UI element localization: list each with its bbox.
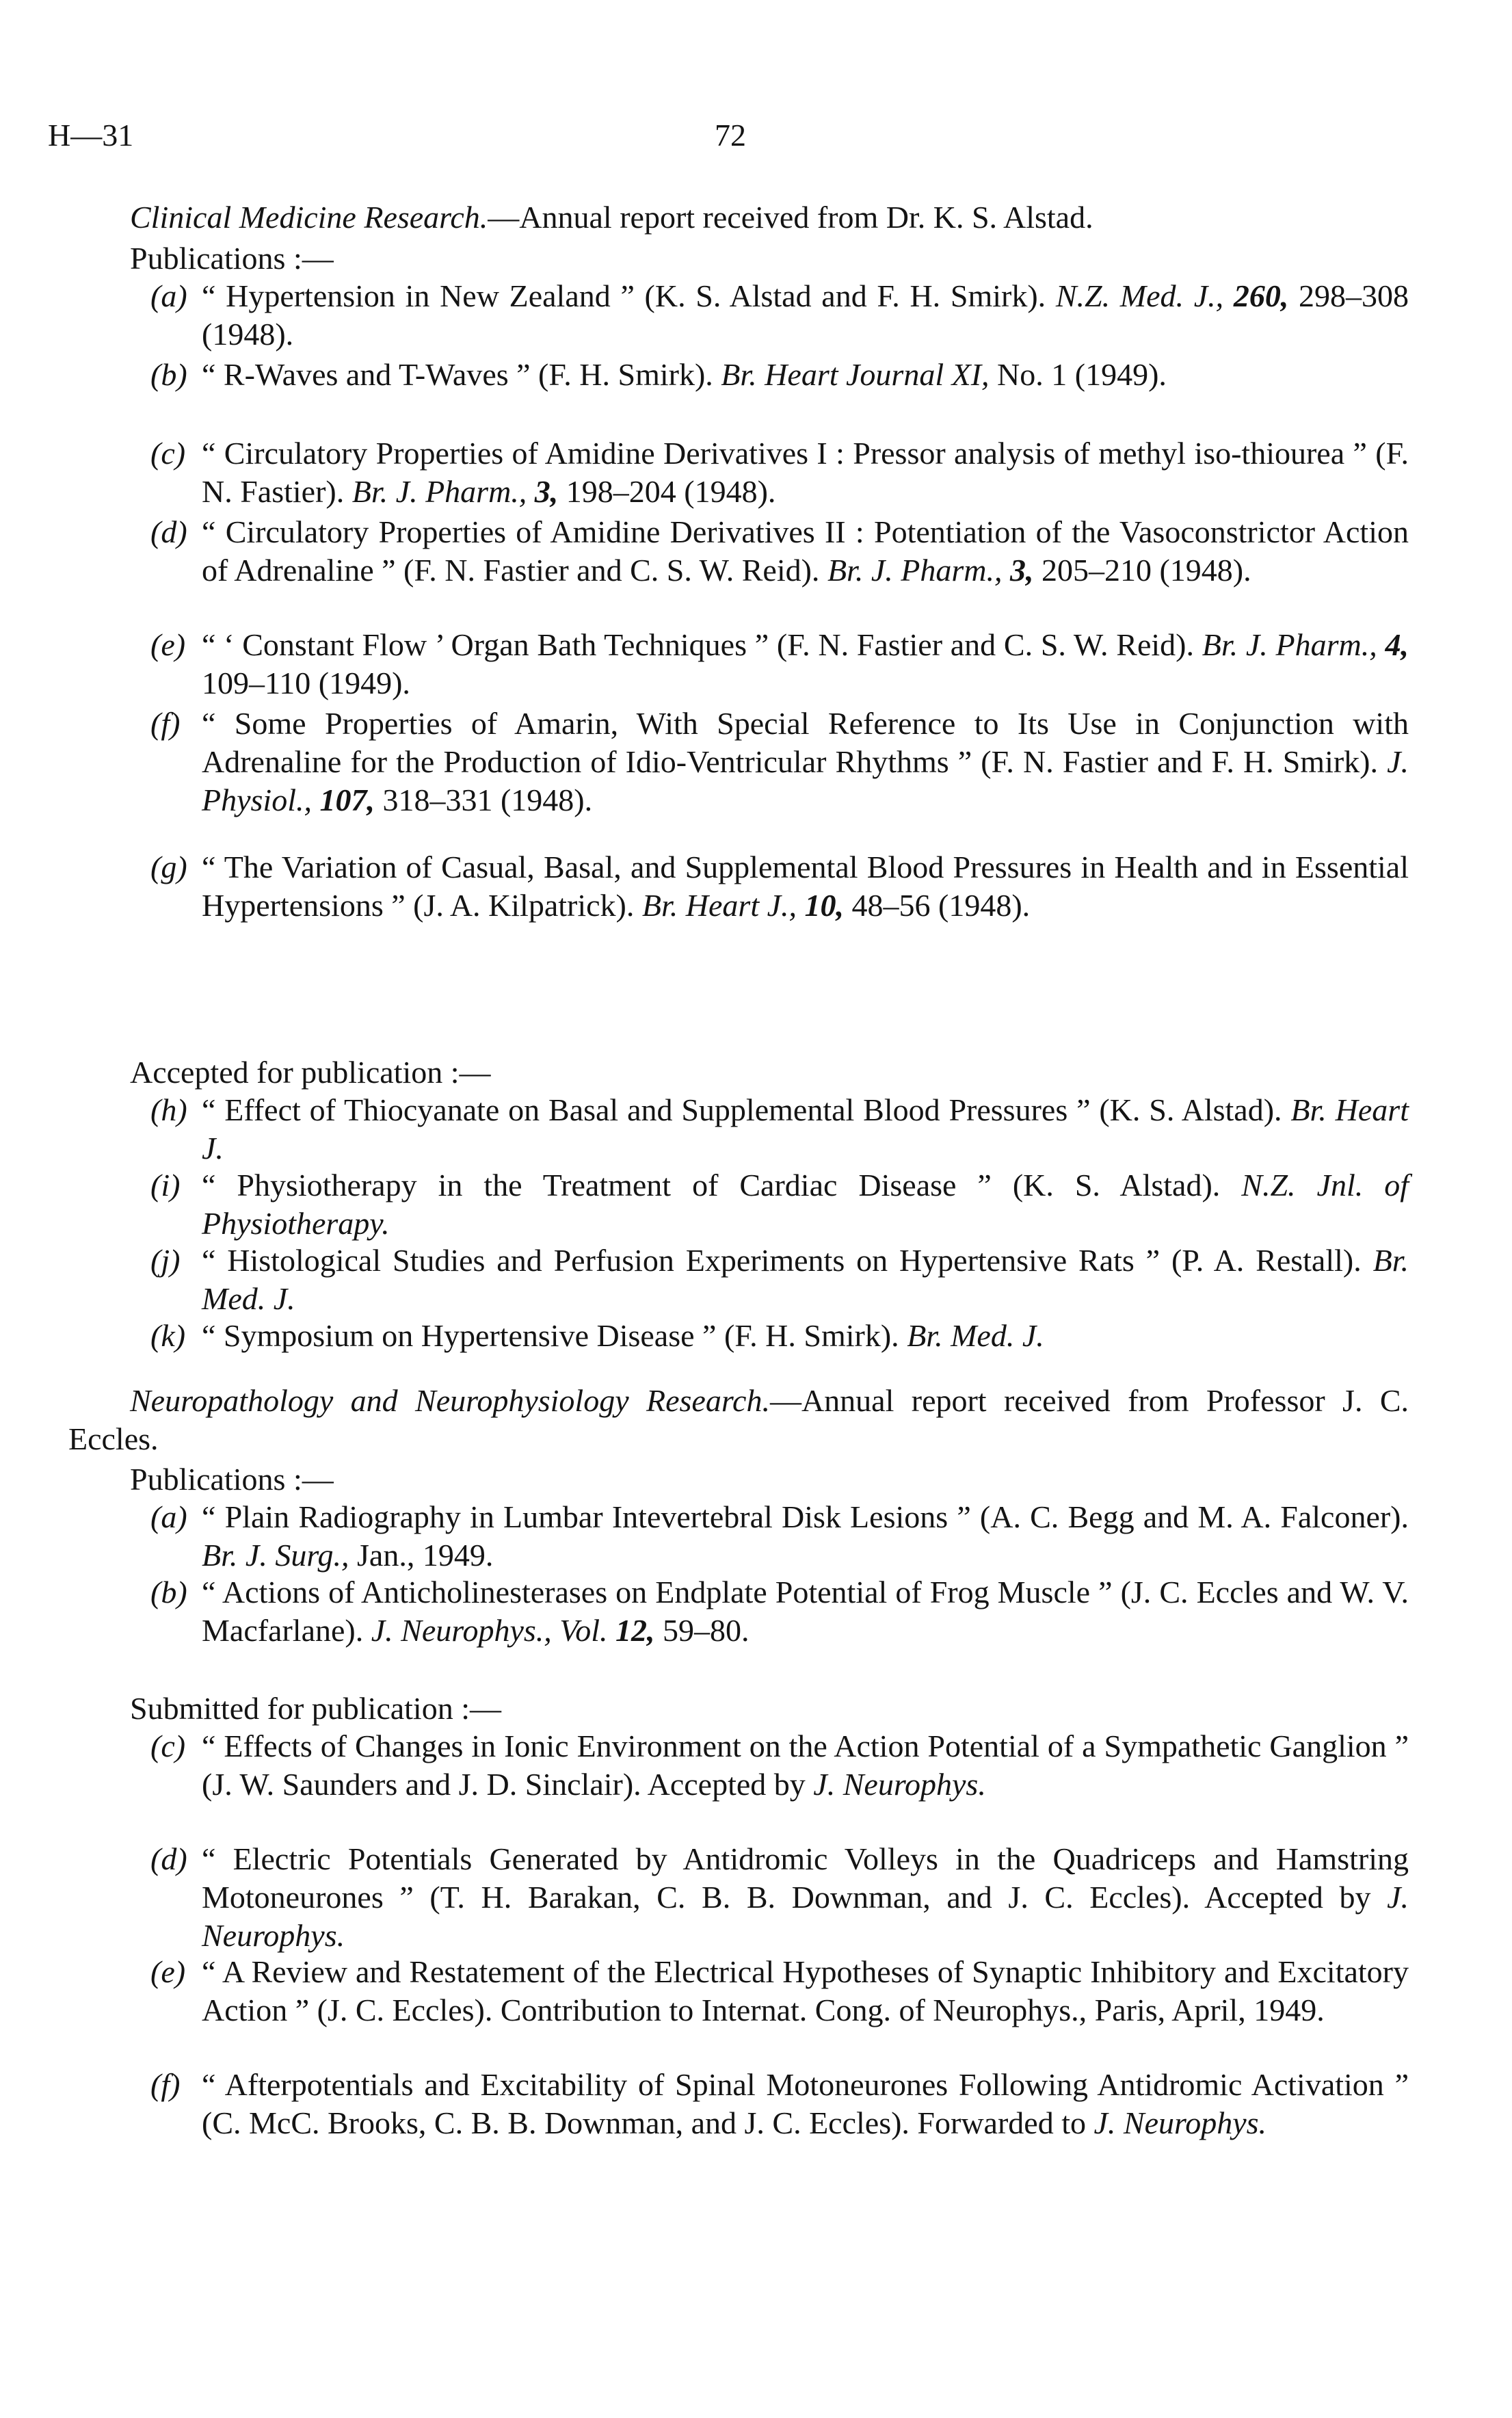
reference-volume: 12,: [615, 1613, 655, 1648]
reference-volume: 10,: [804, 888, 845, 923]
reference-title: “ Physiotherapy in the Treatment of Cardiac Disease ” (K. S. Alstad).: [202, 1168, 1221, 1203]
reference-journal: Br. J. Pharm.,: [1202, 627, 1377, 662]
item-letter: (d): [150, 1841, 187, 1876]
reference-title: “ Some Properties of Amarin, With Special Reference to Its Use in Conjunction with Adrenaline for the Production of Idio-Ventricular Rhythms ” (F. N. Fastier and F. H. Smirk).: [202, 706, 1409, 779]
clinical-accepted-item: [150, 1166, 1409, 1243]
neuro-submitted-item: [150, 1840, 1409, 1955]
reference-pages: No. 1 (1949).: [997, 357, 1167, 392]
reference-pages: 109–110 (1949).: [202, 666, 410, 700]
reference-journal: Br. Heart Journal XI,: [721, 357, 990, 392]
reference-journal: J. Neurophys.: [1093, 2105, 1267, 2140]
reference-journal: Br. Med. J.: [202, 1243, 1409, 1316]
page-number: 72: [715, 118, 746, 153]
item-text: [202, 1317, 1409, 1355]
reference-title: “ Afterpotentials and Excitability of Spinal Motoneurones Following Antidromic Activation ” (C. McC. Brooks, C. B. B. Downman, and J. C. Eccles). Forwarded to: [202, 2067, 1409, 2140]
clinical-publication-item: [150, 626, 1409, 702]
reference-volume: 260,: [1233, 278, 1289, 313]
reference-pages: 198–204 (1948).: [566, 474, 776, 509]
item-letter: (j): [150, 1243, 181, 1278]
neuro-submitted-item: [150, 2066, 1409, 2142]
reference-title: “ R-Waves and T-Waves ” (F. H. Smirk).: [202, 357, 713, 392]
reference-title: “ The Variation of Casual, Basal, and Supplemental Blood Pressures in Health and in Essential Hypertensions ” (J. A. Kilpatrick).: [202, 850, 1409, 923]
reference-pages: Jan., 1949.: [357, 1538, 494, 1573]
reference-journal: J. Neurophys.: [813, 1767, 986, 1802]
reference-pages: 48–56 (1948).: [851, 888, 1031, 923]
item-letter: (b): [150, 1575, 187, 1609]
item-letter: (f): [150, 706, 181, 741]
reference-title: “ Effects of Changes in Ionic Environment on the Action Potential of a Sympathetic Ganglion ” (J. W. Saunders and J. D. Sinclair). Accepted by: [202, 1729, 1409, 1802]
neuro-intro: —Annual report received from Professor J. C. Eccles.: [68, 1383, 1409, 1456]
item-text: [202, 2066, 1409, 2142]
item-text: [202, 513, 1409, 590]
item-text: [202, 705, 1409, 819]
item-text: [202, 1953, 1409, 2029]
neuro-heading-paragraph: [68, 1382, 1409, 1458]
item-text: [202, 1498, 1409, 1575]
item-letter: (h): [150, 1092, 187, 1127]
neuro-publications-label: Publications :—: [130, 1462, 334, 1497]
neuro-publication-item: [150, 1573, 1409, 1650]
neuro-submitted-label: Submitted for publication :—: [130, 1691, 501, 1726]
clinical-section-title: Clinical Medicine Research.: [130, 200, 488, 235]
reference-journal: Br. J. Surg.,: [202, 1538, 349, 1573]
item-text: [202, 356, 1409, 394]
item-letter: (a): [150, 278, 187, 313]
clinical-publication-item: [150, 848, 1409, 925]
reference-journal: Br. Med. J.: [907, 1318, 1044, 1353]
reference-pages: 205–210 (1948).: [1041, 553, 1251, 588]
reference-journal: N.Z. Med. J.,: [1055, 278, 1224, 313]
reference-journal: J. Neurophys., Vol.: [371, 1613, 608, 1648]
reference-title: “ Histological Studies and Perfusion Experiments on Hypertensive Rats ” (P. A. Restall).: [202, 1243, 1362, 1278]
item-letter: (c): [150, 1729, 186, 1763]
item-text: [202, 1840, 1409, 1955]
neuro-submitted-item: [150, 1953, 1409, 2029]
reference-volume: 4,: [1385, 627, 1409, 662]
clinical-publication-item: [150, 434, 1409, 511]
reference-title: “ Circulatory Properties of Amidine Derivatives II : Potentiation of the Vasoconstrictor Action of Adrenaline ” (F. N. Fastier and C. S. W. Reid).: [202, 514, 1409, 588]
item-letter: (e): [150, 627, 186, 662]
reference-pages: 298–308 (1948).: [202, 278, 1409, 352]
reference-pages: 59–80.: [663, 1613, 750, 1648]
clinical-publication-item: [150, 277, 1409, 354]
item-text: [202, 1241, 1409, 1318]
clinical-publication-item: [150, 705, 1409, 819]
clinical-intro: —Annual report received from Dr. K. S. Alstad.: [488, 200, 1093, 235]
item-letter: (e): [150, 1954, 186, 1989]
reference-journal: J. Physiol.,: [202, 744, 1409, 817]
item-text: [202, 626, 1409, 702]
clinical-publication-item: [150, 513, 1409, 590]
item-letter: (c): [150, 436, 186, 471]
reference-journal: Br. J. Pharm.,: [352, 474, 527, 509]
item-text: [202, 848, 1409, 925]
reference-title: “ Symposium on Hypertensive Disease ” (F. H. Smirk).: [202, 1318, 899, 1353]
item-letter: (b): [150, 357, 187, 392]
neuro-section-title: Neuropathology and Neurophysiology Research.: [130, 1383, 770, 1418]
reference-title: “ Effect of Thiocyanate on Basal and Supplemental Blood Pressures ” (K. S. Alstad).: [202, 1092, 1282, 1127]
reference-journal: Br. Heart J.: [202, 1092, 1409, 1166]
reference-title: “ Circulatory Properties of Amidine Derivatives I : Pressor analysis of methyl iso-thiourea ” (F. N. Fastier).: [202, 436, 1409, 509]
clinical-publication-item: [150, 356, 1409, 394]
item-text: [202, 1166, 1409, 1243]
neuro-submitted-item: [150, 1727, 1409, 1804]
reference-journal: N.Z. Jnl. of Physiotherapy.: [202, 1168, 1409, 1241]
reference-title: “ Hypertension in New Zealand ” (K. S. Alstad and F. H. Smirk).: [202, 278, 1046, 313]
reference-journal: Br. Heart J.,: [641, 888, 797, 923]
reference-journal: Br. J. Pharm.,: [827, 553, 1003, 588]
reference-volume: 3,: [534, 474, 559, 509]
reference-title: “ Actions of Anticholinesterases on Endplate Potential of Frog Muscle ” (J. C. Eccles and W. V. Macfarlane).: [202, 1575, 1409, 1648]
item-text: [202, 1091, 1409, 1168]
clinical-heading-paragraph: [130, 198, 1409, 237]
neuro-publication-item: [150, 1498, 1409, 1575]
clinical-accepted-item: [150, 1091, 1409, 1168]
clinical-accepted-item: [150, 1241, 1409, 1318]
clinical-publications-label: Publications :—: [130, 241, 334, 276]
item-letter: (i): [150, 1168, 181, 1203]
item-letter: (k): [150, 1318, 186, 1353]
reference-volume: 3,: [1009, 553, 1034, 588]
clinical-accepted-item: [150, 1317, 1409, 1355]
item-text: [202, 434, 1409, 511]
running-head: H—31: [48, 118, 134, 153]
item-letter: (f): [150, 2067, 181, 2102]
item-letter: (a): [150, 1499, 187, 1534]
reference-title: “ ‘ Constant Flow ’ Organ Bath Techniques ” (F. N. Fastier and C. S. W. Reid).: [202, 627, 1194, 662]
item-text: [202, 1727, 1409, 1804]
item-letter: (g): [150, 850, 187, 884]
reference-pages: 318–331 (1948).: [382, 783, 593, 817]
reference-title: “ A Review and Restatement of the Electrical Hypotheses of Synaptic Inhibitory and Excitatory Action ” (J. C. Eccles). Contribution to Internat. Cong. of Neurophys., Paris, April, 1949.: [202, 1954, 1409, 2027]
item-text: [202, 277, 1409, 354]
item-text: [202, 1573, 1409, 1650]
item-letter: (d): [150, 514, 187, 549]
reference-title: “ Electric Potentials Generated by Antidromic Volleys in the Quadriceps and Hamstring Motoneurones ” (T. H. Barakan, C. B. B. Downman, and J. C. Eccles). Accepted by: [202, 1841, 1409, 1915]
clinical-accepted-label: Accepted for publication :—: [130, 1055, 491, 1090]
reference-volume: 107,: [319, 783, 375, 817]
reference-journal: J. Neurophys.: [202, 1880, 1409, 1953]
reference-title: “ Plain Radiography in Lumbar Intevertebral Disk Lesions ” (A. C. Begg and M. A. Falconer).: [202, 1499, 1409, 1534]
